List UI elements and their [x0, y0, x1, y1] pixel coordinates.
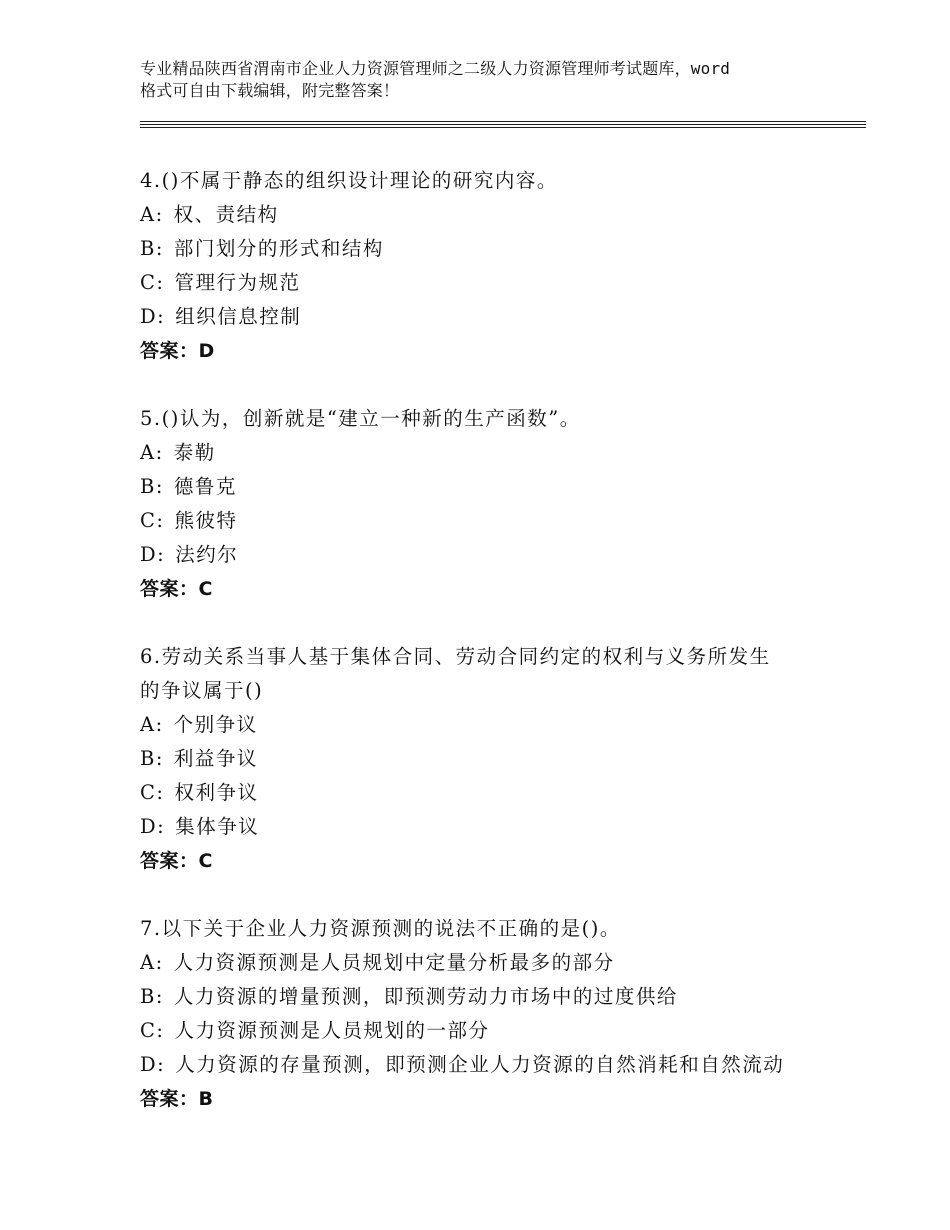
option-b — [140, 980, 840, 1014]
option-text: 泰勒 — [173, 441, 216, 464]
question-stem-line-1: 6.劳动关系当事人基于集体合同、劳动合同约定的权利与义务所发生 — [140, 645, 771, 668]
option-c — [140, 1014, 840, 1048]
option-text: 人力资源的增量预测，即预测劳动力市场中的过度供给 — [173, 985, 678, 1008]
option-text: 人力资源预测是人员规划中定量分析最多的部分 — [173, 951, 615, 974]
option-text: 德鲁克 — [173, 475, 237, 498]
option-letter: D: — [140, 305, 166, 328]
option-letter: A: — [140, 441, 164, 464]
option-text: 个别争议 — [173, 713, 258, 736]
header-divider — [140, 124, 866, 125]
option-a — [140, 708, 840, 742]
option-text: 部门划分的形式和结构 — [173, 237, 384, 260]
option-d — [140, 300, 840, 334]
option-text: 利益争议 — [173, 747, 258, 770]
header-divider — [140, 121, 866, 122]
question-5 — [140, 402, 840, 606]
option-text: 组织信息控制 — [175, 305, 302, 328]
option-letter: B: — [140, 475, 164, 498]
option-c — [140, 776, 840, 810]
option-text: 法约尔 — [175, 543, 239, 566]
option-letter: D: — [140, 543, 166, 566]
option-letter: C: — [140, 271, 165, 294]
option-letter: B: — [140, 985, 164, 1008]
option-text: 权、责结构 — [173, 203, 279, 226]
option-a — [140, 436, 840, 470]
header-title-line-2: 格式可自由下载编辑，附完整答案！ — [140, 81, 400, 100]
question-stem: 4.()不属于静态的组织设计理论的研究内容。 — [140, 169, 558, 192]
option-c — [140, 266, 840, 300]
option-a — [140, 946, 840, 980]
answer-line: 答案：B — [140, 1088, 214, 1110]
header-title-line-1: 专业精品陕西省渭南市企业人力资源管理师之二级人力资源管理师考试题库，word — [140, 59, 731, 78]
option-letter: C: — [140, 509, 165, 532]
option-letter: A: — [140, 951, 164, 974]
option-letter: D: — [140, 815, 166, 838]
option-text: 权利争议 — [174, 781, 259, 804]
option-letter: A: — [140, 713, 164, 736]
answer-line: 答案：C — [140, 578, 213, 600]
option-d — [140, 538, 840, 572]
option-c — [140, 504, 840, 538]
option-letter: A: — [140, 203, 164, 226]
option-letter: D: — [140, 1053, 166, 1076]
option-b — [140, 232, 840, 266]
answer-line: 答案：D — [140, 340, 215, 362]
option-text: 人力资源的存量预测，即预测企业人力资源的自然消耗和自然流动 — [175, 1053, 785, 1076]
option-letter: B: — [140, 237, 164, 260]
option-text: 集体争议 — [175, 815, 260, 838]
option-text: 管理行为规范 — [174, 271, 301, 294]
answer-line: 答案：C — [140, 850, 213, 872]
question-stem: 5.()认为，创新就是“建立一种新的生产函数”。 — [140, 407, 581, 430]
option-letter: C: — [140, 781, 165, 804]
document-header — [140, 58, 840, 102]
question-7 — [140, 912, 840, 1116]
option-b — [140, 742, 840, 776]
question-stem: 7.以下关于企业人力资源预测的说法不正确的是()。 — [140, 917, 621, 940]
option-letter: C: — [140, 1019, 165, 1042]
question-4 — [140, 164, 840, 368]
option-d — [140, 810, 840, 844]
header-divider — [140, 127, 866, 128]
option-d — [140, 1048, 840, 1082]
question-stem-line-2: 的争议属于() — [140, 679, 264, 702]
option-text: 熊彼特 — [174, 509, 238, 532]
option-text: 人力资源预测是人员规划的一部分 — [174, 1019, 490, 1042]
question-6 — [140, 640, 840, 878]
option-letter: B: — [140, 747, 164, 770]
question-list — [140, 164, 840, 1150]
option-b — [140, 470, 840, 504]
option-a — [140, 198, 840, 232]
